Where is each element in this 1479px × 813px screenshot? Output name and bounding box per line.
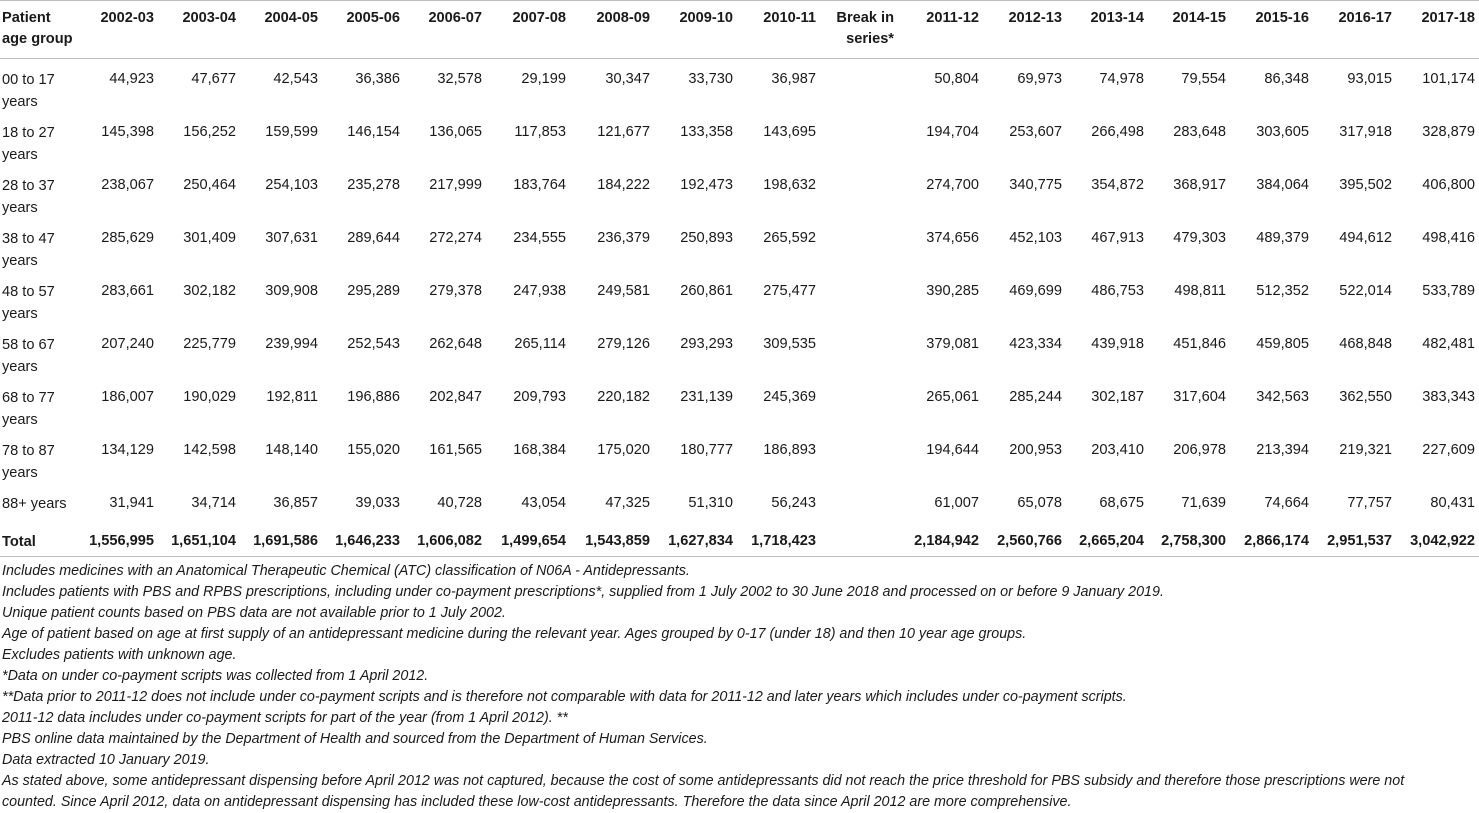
value-cell: 69,973 <box>1017 71 1062 87</box>
value-cell: 156,252 <box>183 124 236 140</box>
value-cell: 302,182 <box>183 283 236 299</box>
value-cell: 384,064 <box>1256 177 1309 193</box>
value-cell: 34,714 <box>191 495 236 511</box>
table-row <box>0 59 1479 114</box>
footnote: PBS online data maintained by the Department of Health and sourced from the Department of Human Services. <box>2 731 708 747</box>
value-cell: 423,334 <box>1009 336 1062 352</box>
value-cell: 180,777 <box>680 442 733 458</box>
total-value-cell: 1,627,834 <box>654 527 737 557</box>
footnote: Unique patient counts based on PBS data are not available prior to 1 July 2002. <box>2 605 506 621</box>
value-cell: 452,103 <box>1009 230 1062 246</box>
value-cell: 340,775 <box>1009 177 1062 193</box>
value-cell: 235,278 <box>347 177 400 193</box>
value-cell: 250,893 <box>680 230 733 246</box>
value-cell: 183,764 <box>513 177 566 193</box>
column-header: 2004-05 <box>240 1 322 59</box>
value-cell: 203,410 <box>1091 442 1144 458</box>
value-cell: 468,848 <box>1339 336 1392 352</box>
column-header: 2013-14 <box>1066 1 1148 59</box>
value-cell: 239,994 <box>265 336 318 352</box>
value-cell: 354,872 <box>1091 177 1144 193</box>
total-value-cell: 1,718,423 <box>737 527 820 557</box>
age-group-cell: 38 to 47 years <box>2 231 55 269</box>
value-cell: 234,555 <box>513 230 566 246</box>
value-cell: 309,535 <box>763 336 816 352</box>
footnote: Includes patients with PBS and RPBS prescriptions, including under co-payment prescriptions*, supplied from 1 July 2002 to 30 June 2018 and processed on or before 9 January 2019. <box>2 584 1164 600</box>
value-cell: 303,605 <box>1256 124 1309 140</box>
value-cell: 74,978 <box>1099 71 1144 87</box>
value-cell: 307,631 <box>265 230 318 246</box>
value-cell: 498,811 <box>1174 283 1226 299</box>
value-cell: 206,978 <box>1173 442 1226 458</box>
column-header: 2011-12 <box>898 1 983 59</box>
value-cell: 117,853 <box>514 124 566 140</box>
footnote: Age of patient based on age at first supply of an antidepressant medicine during the relevant year. Ages grouped by 0-17 (under 18) and then 10 year age groups. <box>2 626 1027 642</box>
age-group-cell: 48 to 57 years <box>2 284 55 322</box>
footnote: 2011-12 data includes under co-payment scripts for part of the year (from 1 April 2012). ** <box>2 710 568 726</box>
value-cell: 47,677 <box>191 71 236 87</box>
value-cell: 265,592 <box>763 230 816 246</box>
total-value-cell: 1,691,586 <box>240 527 322 557</box>
footnote: Data extracted 10 January 2019. <box>2 752 210 768</box>
value-cell: 254,103 <box>265 177 318 193</box>
value-cell: 479,303 <box>1173 230 1226 246</box>
column-header: 2007-08 <box>486 1 570 59</box>
age-group-cell: 28 to 37 years <box>2 178 55 216</box>
value-cell <box>820 113 898 166</box>
total-value-cell: 2,866,174 <box>1230 527 1313 557</box>
value-cell: 80,431 <box>1430 495 1475 511</box>
value-cell: 148,140 <box>265 442 318 458</box>
table-row <box>0 113 1479 166</box>
value-cell <box>820 272 898 325</box>
table-row <box>0 484 1479 527</box>
value-cell: 275,477 <box>763 283 816 299</box>
column-header: 2009-10 <box>654 1 737 59</box>
value-cell <box>820 325 898 378</box>
value-cell: 309,908 <box>265 283 318 299</box>
value-cell: 489,379 <box>1256 230 1309 246</box>
value-cell: 285,629 <box>101 230 154 246</box>
value-cell: 47,325 <box>605 495 650 511</box>
value-cell: 194,644 <box>926 442 979 458</box>
value-cell: 439,918 <box>1091 336 1144 352</box>
value-cell: 51,310 <box>688 495 733 511</box>
value-cell: 293,293 <box>680 336 733 352</box>
value-cell: 186,893 <box>763 442 816 458</box>
value-cell: 362,550 <box>1339 389 1392 405</box>
total-value-cell: 2,560,766 <box>983 527 1066 557</box>
value-cell <box>820 219 898 272</box>
value-cell: 279,378 <box>429 283 482 299</box>
value-cell: 30,347 <box>605 71 650 87</box>
value-cell <box>820 166 898 219</box>
value-cell: 283,648 <box>1173 124 1226 140</box>
value-cell: 192,473 <box>680 177 733 193</box>
column-header: 2003-04 <box>158 1 240 59</box>
value-cell: 36,987 <box>771 71 816 87</box>
value-cell: 202,847 <box>429 389 482 405</box>
value-cell: 39,033 <box>355 495 400 511</box>
value-cell: 253,607 <box>1009 124 1062 140</box>
value-cell: 395,502 <box>1339 177 1392 193</box>
value-cell: 161,565 <box>429 442 482 458</box>
column-header: Break in series* <box>820 1 898 59</box>
value-cell: 186,007 <box>101 389 154 405</box>
value-cell: 469,699 <box>1009 283 1062 299</box>
column-header: 2012-13 <box>983 1 1066 59</box>
value-cell: 289,644 <box>347 230 400 246</box>
total-value-cell: 2,665,204 <box>1066 527 1148 557</box>
value-cell: 522,014 <box>1339 283 1392 299</box>
age-group-cell: 00 to 17 years <box>2 72 55 110</box>
value-cell: 32,578 <box>437 71 482 87</box>
value-cell: 317,604 <box>1173 389 1226 405</box>
value-cell: 482,481 <box>1422 336 1475 352</box>
total-label: Total <box>0 527 78 557</box>
value-cell: 136,065 <box>429 124 482 140</box>
column-header: 2015-16 <box>1230 1 1313 59</box>
value-cell: 159,599 <box>265 124 318 140</box>
value-cell: 79,554 <box>1181 71 1226 87</box>
column-header: 2008-09 <box>570 1 654 59</box>
value-cell: 236,379 <box>597 230 650 246</box>
value-cell: 406,800 <box>1422 177 1475 193</box>
column-header: 2005-06 <box>322 1 404 59</box>
age-group-cell: 68 to 77 years <box>2 390 55 428</box>
value-cell: 77,757 <box>1347 495 1392 511</box>
table-row <box>0 431 1479 484</box>
total-value-cell: 1,543,859 <box>570 527 654 557</box>
header-row <box>0 1 1479 59</box>
value-cell: 317,918 <box>1339 124 1392 140</box>
value-cell: 142,598 <box>183 442 236 458</box>
value-cell <box>820 431 898 484</box>
value-cell: 467,913 <box>1091 230 1144 246</box>
value-cell: 184,222 <box>597 177 650 193</box>
value-cell: 209,793 <box>513 389 566 405</box>
value-cell: 283,661 <box>101 283 154 299</box>
value-cell: 192,811 <box>266 389 318 405</box>
column-header: 2006-07 <box>404 1 486 59</box>
value-cell: 295,289 <box>347 283 400 299</box>
total-value-cell: 1,651,104 <box>158 527 240 557</box>
value-cell: 217,999 <box>429 177 482 193</box>
value-cell: 29,199 <box>521 71 566 87</box>
value-cell: 143,695 <box>763 124 816 140</box>
total-value-cell <box>820 527 898 557</box>
value-cell: 101,174 <box>1422 71 1475 87</box>
total-row <box>0 527 1479 557</box>
value-cell: 238,067 <box>101 177 154 193</box>
value-cell: 486,753 <box>1091 283 1144 299</box>
value-cell: 272,274 <box>429 230 482 246</box>
value-cell: 274,700 <box>926 177 979 193</box>
value-cell: 247,938 <box>513 283 566 299</box>
value-cell: 74,664 <box>1264 495 1309 511</box>
table-footnotes <box>0 561 1460 813</box>
table-row <box>0 219 1479 272</box>
value-cell: 265,114 <box>514 336 566 352</box>
value-cell: 220,182 <box>597 389 650 405</box>
table-row <box>0 166 1479 219</box>
column-header-age-group: Patient age group <box>0 1 78 59</box>
value-cell: 36,386 <box>355 71 400 87</box>
value-cell: 65,078 <box>1017 495 1062 511</box>
value-cell: 279,126 <box>597 336 650 352</box>
value-cell: 302,187 <box>1091 389 1144 405</box>
value-cell: 31,941 <box>109 495 154 511</box>
total-value-cell: 1,646,233 <box>322 527 404 557</box>
value-cell: 379,081 <box>926 336 979 352</box>
total-value-cell: 1,556,995 <box>78 527 158 557</box>
value-cell: 93,015 <box>1347 71 1392 87</box>
value-cell: 498,416 <box>1422 230 1475 246</box>
value-cell: 231,139 <box>680 389 733 405</box>
value-cell: 56,243 <box>771 495 816 511</box>
value-cell: 512,352 <box>1256 283 1309 299</box>
value-cell: 207,240 <box>101 336 154 352</box>
value-cell: 68,675 <box>1099 495 1144 511</box>
value-cell <box>820 59 898 114</box>
footnote: As stated above, some antidepressant dispensing before April 2012 was not captured, because the cost of some antidepressants did not reach the price threshold for PBS subsidy and therefore those prescriptions were not counted. Since April 2012, data on antidepressant dispensing has included these low-cost antidepressants. Therefore the data since April 2012 are more comprehensive. <box>2 773 1405 810</box>
total-value-cell: 2,758,300 <box>1148 527 1230 557</box>
column-header: 2014-15 <box>1148 1 1230 59</box>
value-cell: 44,923 <box>109 71 154 87</box>
value-cell: 250,464 <box>183 177 236 193</box>
value-cell: 133,358 <box>680 124 733 140</box>
age-group-cell: 88+ years <box>2 496 67 512</box>
age-group-cell: 18 to 27 years <box>2 125 55 163</box>
value-cell: 33,730 <box>688 71 733 87</box>
value-cell: 262,648 <box>429 336 482 352</box>
value-cell: 146,154 <box>347 124 400 140</box>
value-cell: 494,612 <box>1339 230 1392 246</box>
value-cell: 451,846 <box>1173 336 1226 352</box>
value-cell: 43,054 <box>521 495 566 511</box>
column-header: 2010-11 <box>737 1 820 59</box>
value-cell: 374,656 <box>926 230 979 246</box>
table-row <box>0 325 1479 378</box>
footnote: **Data prior to 2011-12 does not include under co-payment scripts and is therefore not comparable with data for 2011-12 and later years which includes under co-payment scripts. <box>2 689 1127 705</box>
column-header: 2016-17 <box>1313 1 1396 59</box>
total-value-cell: 1,499,654 <box>486 527 570 557</box>
age-group-cell: 78 to 87 years <box>2 443 55 481</box>
value-cell: 245,369 <box>763 389 816 405</box>
footnote: Excludes patients with unknown age. <box>2 647 237 663</box>
value-cell: 266,498 <box>1091 124 1144 140</box>
value-cell: 368,917 <box>1173 177 1226 193</box>
table-row <box>0 272 1479 325</box>
value-cell: 225,779 <box>183 336 236 352</box>
value-cell: 190,029 <box>183 389 236 405</box>
value-cell: 213,394 <box>1256 442 1309 458</box>
footnote: Includes medicines with an Anatomical Therapeutic Chemical (ATC) classification of N06A - Antidepressants. <box>2 563 690 579</box>
value-cell: 390,285 <box>926 283 979 299</box>
value-cell: 196,886 <box>347 389 400 405</box>
value-cell: 459,805 <box>1256 336 1309 352</box>
value-cell: 155,020 <box>347 442 400 458</box>
value-cell: 61,007 <box>934 495 979 511</box>
value-cell: 36,857 <box>273 495 318 511</box>
value-cell: 252,543 <box>347 336 400 352</box>
column-header: 2017-18 <box>1396 1 1479 59</box>
total-value-cell: 2,184,942 <box>898 527 983 557</box>
value-cell: 301,409 <box>183 230 236 246</box>
total-value-cell: 1,606,082 <box>404 527 486 557</box>
value-cell <box>820 378 898 431</box>
value-cell: 227,609 <box>1422 442 1475 458</box>
value-cell: 168,384 <box>513 442 566 458</box>
value-cell: 265,061 <box>926 389 979 405</box>
value-cell: 342,563 <box>1256 389 1309 405</box>
value-cell: 260,861 <box>680 283 733 299</box>
value-cell: 134,129 <box>101 442 154 458</box>
value-cell: 42,543 <box>273 71 318 87</box>
value-cell: 249,581 <box>597 283 650 299</box>
value-cell: 71,639 <box>1181 495 1226 511</box>
value-cell: 285,244 <box>1009 389 1062 405</box>
value-cell: 533,789 <box>1422 283 1475 299</box>
value-cell: 194,704 <box>926 124 979 140</box>
value-cell: 328,879 <box>1422 124 1475 140</box>
value-cell: 86,348 <box>1264 71 1309 87</box>
column-header: 2002-03 <box>78 1 158 59</box>
footnote: *Data on under co-payment scripts was collected from 1 April 2012. <box>2 668 429 684</box>
age-group-cell: 58 to 67 years <box>2 337 55 375</box>
total-value-cell: 2,951,537 <box>1313 527 1396 557</box>
value-cell: 219,321 <box>1339 442 1392 458</box>
value-cell <box>820 484 898 527</box>
value-cell: 383,343 <box>1422 389 1475 405</box>
value-cell: 198,632 <box>763 177 816 193</box>
value-cell: 200,953 <box>1009 442 1062 458</box>
table-row <box>0 378 1479 431</box>
value-cell: 50,804 <box>934 71 979 87</box>
total-value-cell: 3,042,922 <box>1396 527 1479 557</box>
value-cell: 145,398 <box>101 124 154 140</box>
value-cell: 121,677 <box>597 124 650 140</box>
value-cell: 175,020 <box>597 442 650 458</box>
value-cell: 40,728 <box>437 495 482 511</box>
